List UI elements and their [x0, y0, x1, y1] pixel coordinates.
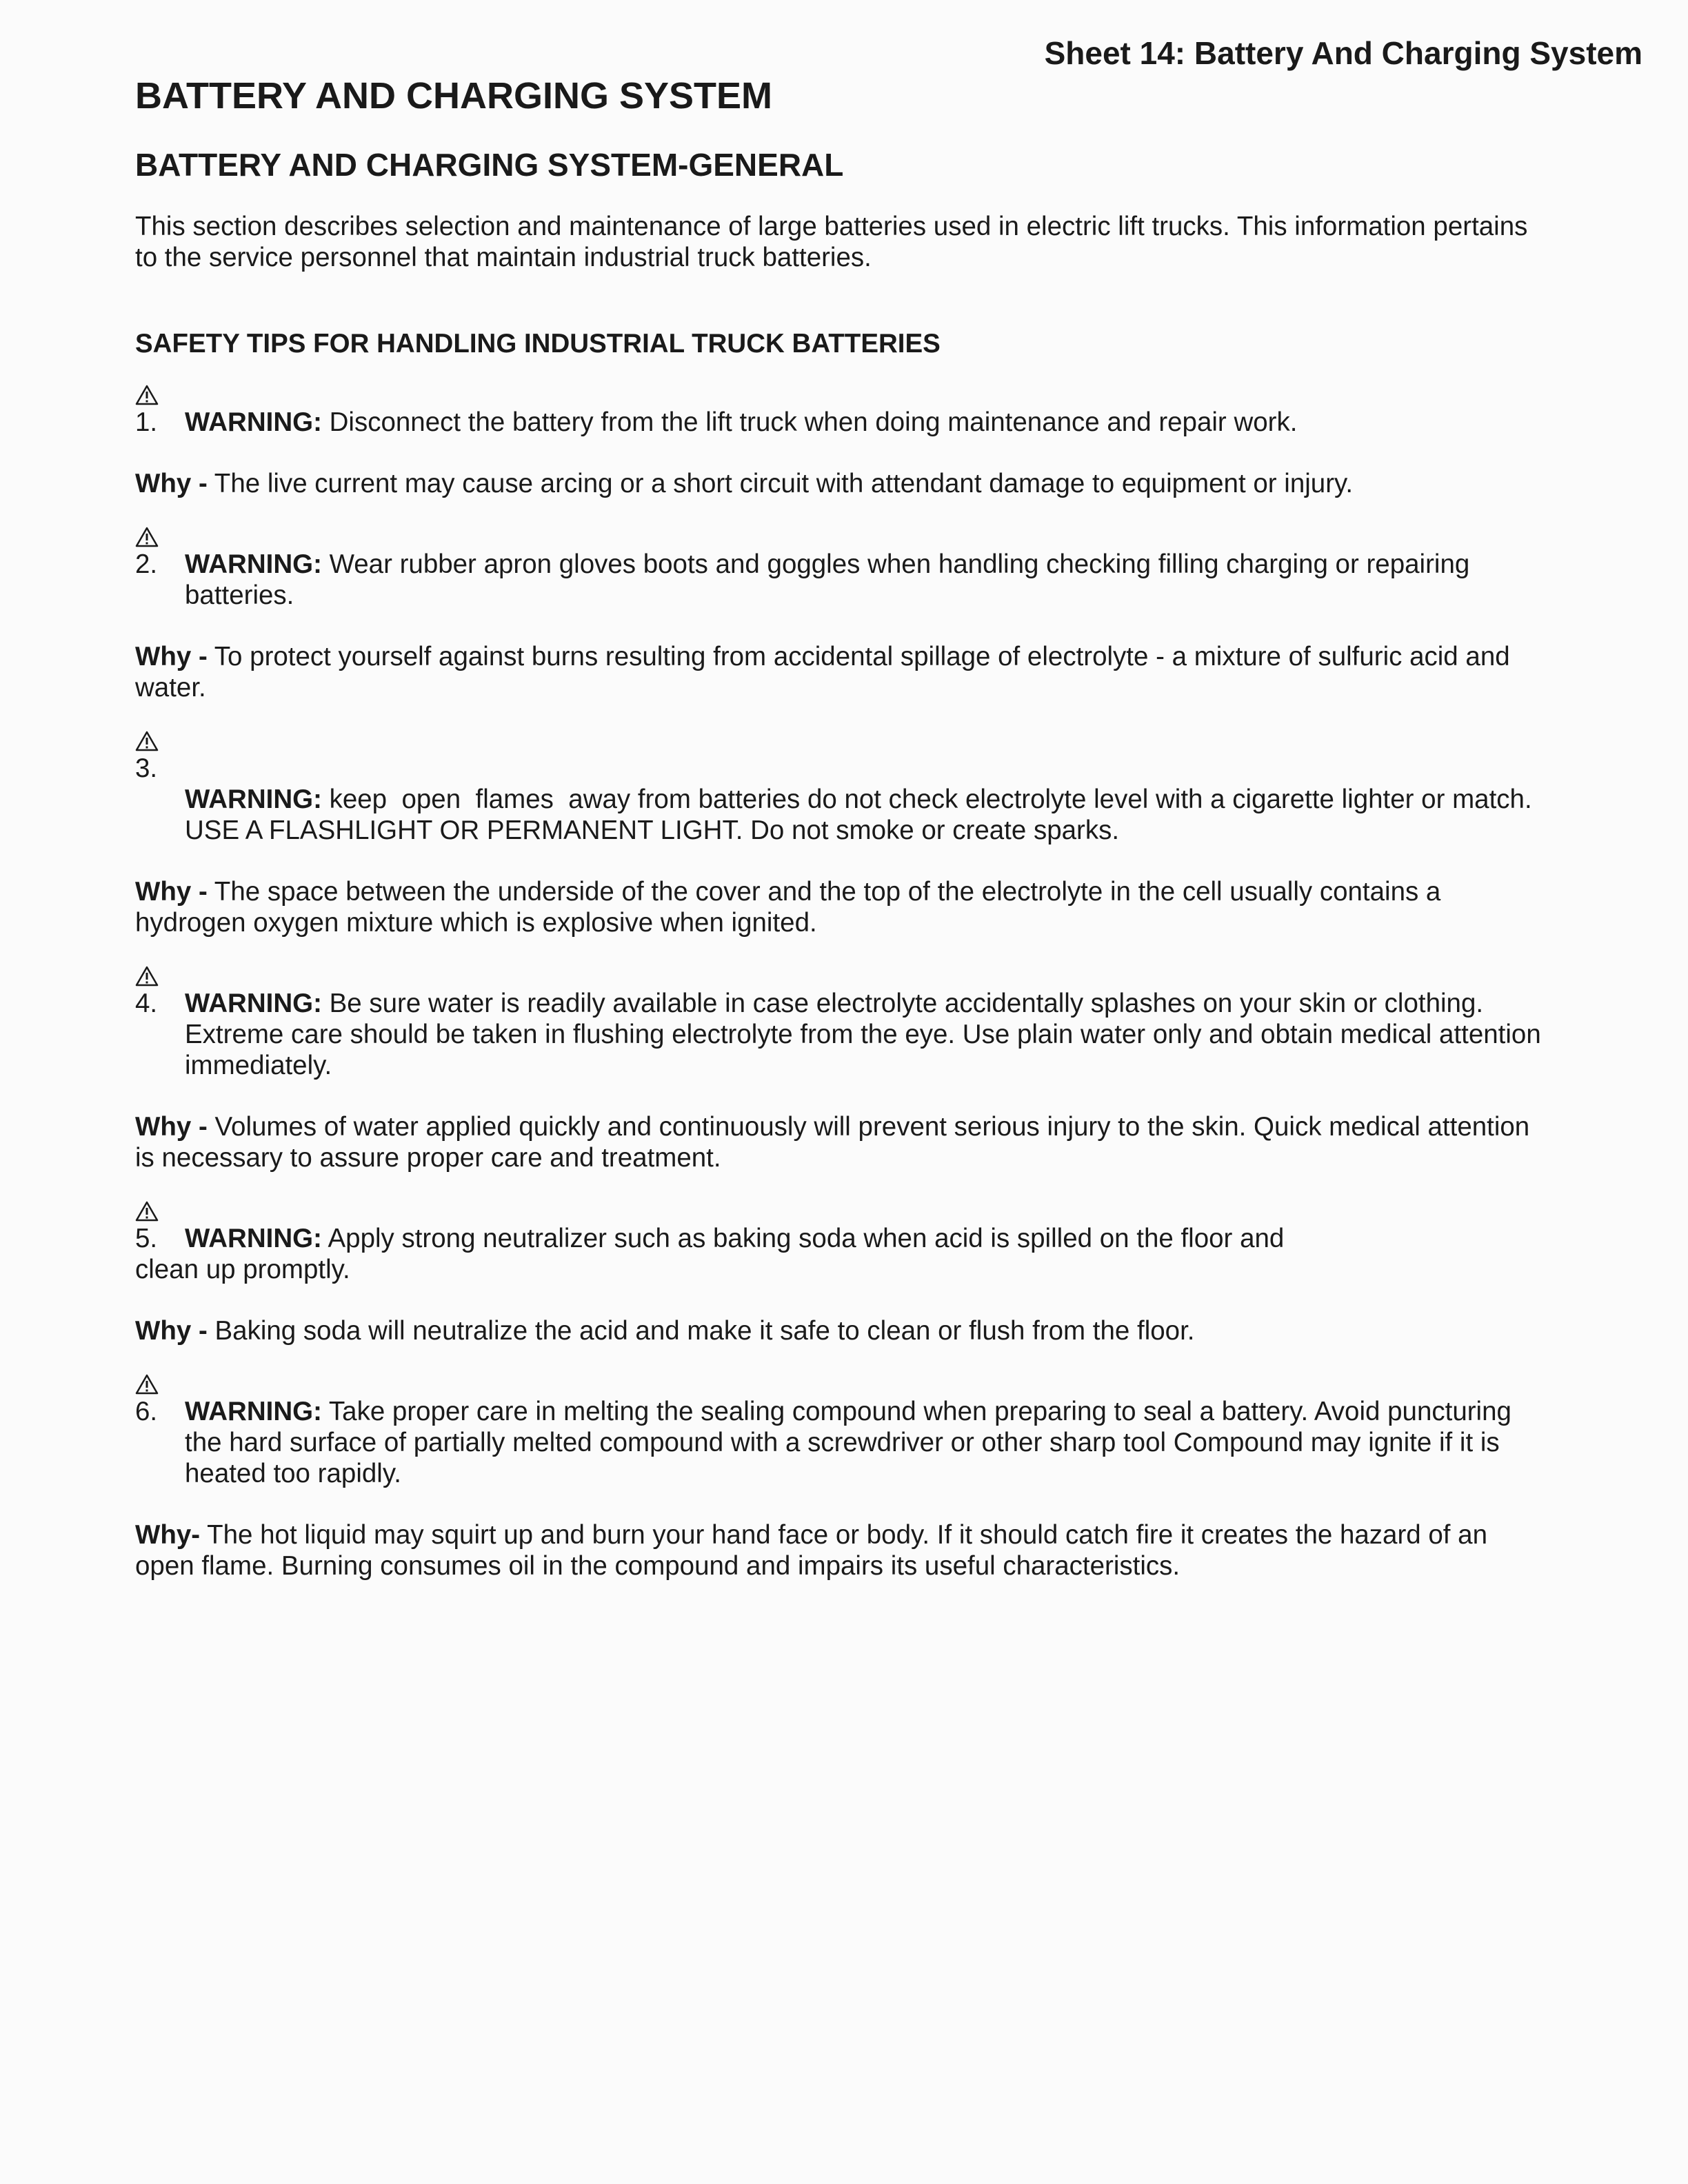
- warning-block-2: [135, 527, 1542, 703]
- warning-block-1: [135, 385, 1542, 499]
- warning-label: WARNING:: [185, 989, 322, 1018]
- warning-triangle-icon: [135, 1201, 159, 1222]
- warning-number: 3.: [135, 754, 158, 783]
- warning-label: WARNING:: [185, 1224, 322, 1253]
- warning-body: Wear rubber apron gloves boots and goggles when handling checking filling charging or repairing batteries.: [185, 549, 1470, 610]
- why-body: The space between the underside of the cover and the top of the electrolyte in the cell usually contains a hydrogen oxygen mixture which is explosive when ignited.: [135, 877, 1441, 938]
- warning-number: 5.: [135, 1224, 158, 1253]
- warning-body: Disconnect the battery from the lift truck when doing maintenance and repair work.: [321, 407, 1298, 437]
- warning-triangle-icon: [135, 527, 159, 547]
- why-body: Baking soda will neutralize the acid and make it safe to clean or flush from the floor.: [207, 1316, 1195, 1346]
- why-body: The hot liquid may squirt up and burn your hand face or body. If it should catch fire it creates the hazard of an open flame. Burning consumes oil in the compound and impairs its useful characteristics.: [135, 1520, 1488, 1581]
- warning-body: keep open flames away from batteries do not check electrolyte level with a cigarette lighter or match. USE A FLASHLIGHT OR PERMANENT LIGHT. Do not smoke or create sparks.: [185, 785, 1540, 845]
- why-explanation: [135, 1315, 1542, 1346]
- why-label: Why -: [135, 1316, 208, 1346]
- warning-body: Take proper care in melting the sealing compound when preparing to seal a battery. Avoid puncturing the hard surface of partially melted compound with a screwdriver or other sharp tool Compound may ignite if it is heated too rapidly.: [185, 1397, 1511, 1488]
- warning-triangle-icon: [135, 1374, 159, 1395]
- warning-number: 4.: [135, 989, 158, 1018]
- warning-text: [135, 1223, 1335, 1285]
- why-label: Why -: [135, 877, 208, 907]
- warning-body: Apply strong neutralizer such as baking soda when acid is spilled on the floor and clean up promptly.: [135, 1224, 1285, 1284]
- warning-number: 2.: [135, 549, 158, 579]
- warning-label: WARNING:: [185, 785, 322, 814]
- warning-text: [135, 753, 1542, 846]
- warning-triangle-icon: [135, 966, 159, 987]
- why-label: Why -: [135, 469, 208, 498]
- why-explanation: [135, 641, 1542, 703]
- warning-label: WARNING:: [185, 407, 322, 437]
- warning-text: [135, 1396, 1542, 1489]
- why-body: To protect yourself against burns resulting from accidental spillage of electrolyte - a mixture of sulfuric acid and water.: [135, 642, 1510, 702]
- warning-block-6: [135, 1374, 1542, 1581]
- why-explanation: [135, 876, 1542, 938]
- warning-text: [135, 549, 1542, 611]
- why-label: Why -: [135, 1112, 208, 1142]
- why-label: Why-: [135, 1520, 201, 1550]
- why-body: The live current may cause arcing or a short circuit with attendant damage to equipment or injury.: [207, 469, 1354, 498]
- warning-text: [135, 988, 1542, 1081]
- why-explanation: [135, 1111, 1542, 1173]
- warning-block-3: [135, 731, 1542, 938]
- warning-number: 6.: [135, 1397, 158, 1426]
- sheet-header: Sheet 14: Battery And Charging System: [1044, 35, 1642, 71]
- warning-block-5: [135, 1201, 1542, 1346]
- warning-triangle-icon: [135, 731, 159, 751]
- subsection-title: SAFETY TIPS FOR HANDLING INDUSTRIAL TRUCK BATTERIES: [135, 329, 941, 358]
- warning-number: 1.: [135, 407, 158, 437]
- warning-label: WARNING:: [185, 1397, 322, 1426]
- warning-triangle-icon: [135, 385, 159, 405]
- section-title: BATTERY AND CHARGING SYSTEM-GENERAL: [135, 147, 844, 183]
- warning-body: Be sure water is readily available in case electrolyte accidentally splashes on your skin or clothing. Extreme care should be taken in flushing electrolyte from the eye. Use plain water only and obtain medical attention immediately.: [185, 989, 1541, 1080]
- intro-paragraph: This section describes selection and maintenance of large batteries used in electric lift trucks. This information pertains to the service personnel that maintain industrial truck batteries.: [135, 212, 1528, 272]
- why-label: Why -: [135, 642, 208, 671]
- document-body: [135, 73, 1542, 1581]
- why-explanation: [135, 468, 1542, 499]
- warning-label: WARNING:: [185, 549, 322, 579]
- warning-block-4: [135, 966, 1542, 1173]
- why-explanation: [135, 1519, 1542, 1581]
- why-body: Volumes of water applied quickly and continuously will prevent serious injury to the skin. Quick medical attention is necessary to assure proper care and treatment.: [135, 1112, 1530, 1173]
- warning-text: [135, 407, 1542, 438]
- page-title: BATTERY AND CHARGING SYSTEM: [135, 75, 773, 117]
